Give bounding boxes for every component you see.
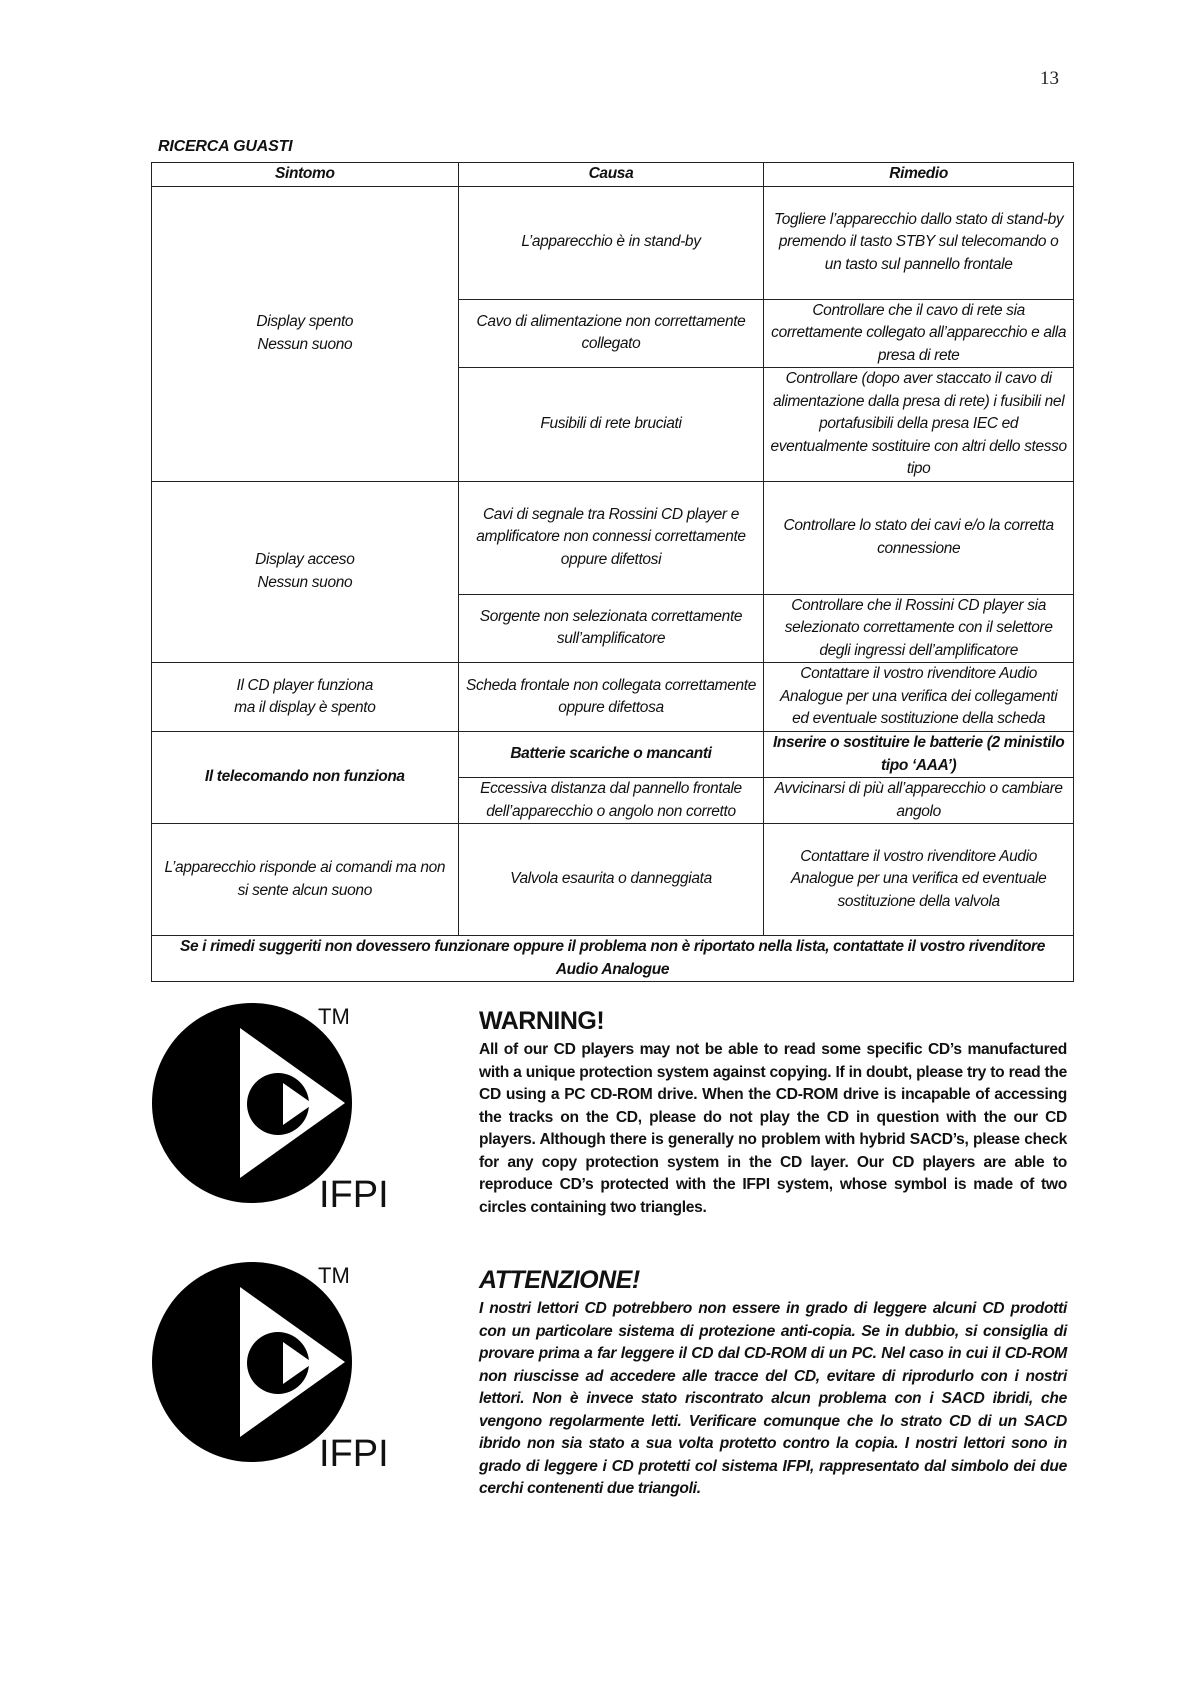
- cause-cell: Cavi di segnale tra Rossini CD player e amplificatore non connessi correttamente oppure difettosi: [458, 481, 764, 594]
- attenzione-title: ATTENZIONE!: [479, 1266, 640, 1294]
- symptom-cell: Display acceso Nessun suono: [152, 481, 459, 663]
- remedy-cell: Controllare che il Rossini CD player sia selezionato correttamente con il selettore degli ingressi dell’amplificatore: [764, 594, 1074, 663]
- table-row: [152, 732, 1074, 778]
- section-title: RICERCA GUASTI: [158, 138, 293, 155]
- table-row: [152, 186, 1074, 299]
- warning-body: All of our CD players may not be able to read some specific CD’s manufactured with a unique protection system against copying. If in doubt, please try to read the CD using a PC CD-ROM drive. When the CD-ROM drive is incapable of accessing the tracks on the CD, please do not play the CD in question with the our CD players. Although there is generally no problem with hybrid SACD’s, please check for any copy protection system in the CD layer. Our CD players are able to reproduce CD’s protected with the IFPI system, whose symbol is made of two circles containing two triangles.: [479, 1041, 1067, 1216]
- ifpi-logo: [152, 1259, 392, 1469]
- remedy-cell: Contattare il vostro rivenditore Audio Analogue per una verifica dei collegamenti ed eventuale sostituzione della scheda: [764, 663, 1074, 732]
- logo-ifpi-text: IFPI: [319, 1174, 389, 1210]
- warning-italian: [479, 1264, 1067, 1501]
- cause-cell: Scheda frontale non collegata correttamente oppure difettosa: [458, 663, 764, 732]
- cause-cell: L’apparecchio è in stand-by: [458, 186, 764, 299]
- header-symptom: Sintomo: [152, 163, 459, 187]
- logo-tm: TM: [318, 1263, 350, 1288]
- table-header-row: [152, 163, 1074, 187]
- table-row: [152, 824, 1074, 936]
- cause-cell: Eccessiva distanza dal pannello frontale dell’apparecchio o angolo non corretto: [458, 778, 764, 824]
- header-cause: Causa: [458, 163, 764, 187]
- cause-cell: Fusibili di rete bruciati: [458, 368, 764, 482]
- cause-cell: Cavo di alimentazione non correttamente collegato: [458, 299, 764, 368]
- table-row: [152, 663, 1074, 732]
- cause-cell: Batterie scariche o mancanti: [458, 732, 764, 778]
- ifpi-logo: [152, 1000, 392, 1210]
- symptom-cell: Il CD player funziona ma il display è spento: [152, 663, 459, 732]
- troubleshooting-table: [151, 162, 1074, 982]
- logo-tm: TM: [318, 1004, 350, 1029]
- remedy-cell: Togliere l’apparecchio dallo stato di stand-by premendo il tasto STBY sul telecomando o un tasto sul pannello frontale: [764, 186, 1074, 299]
- remedy-cell: Controllare che il cavo di rete sia correttamente collegato all’apparecchio e alla presa di rete: [764, 299, 1074, 368]
- remedy-cell: Inserire o sostituire le batterie (2 ministilo tipo ‘AAA’): [764, 732, 1074, 778]
- table-footer-row: [152, 936, 1074, 982]
- logo-ifpi-text: IFPI: [319, 1433, 389, 1469]
- attenzione-body: I nostri lettori CD potrebbero non essere in grado di leggere alcuni CD prodotti con un particolare sistema di protezione anti-copia. Se in dubbio, si consiglia di provare prima a far leggere il CD dal CD-ROM di un PC. Nel caso in cui il CD-ROM non riuscisse ad accedere alle tracce del CD, evitare di riprodurlo con i nostri lettori. Non è invece stato riscontrato alcun problema con i SACD ibridi, che vengono regolarmente letti. Verificare comunque che lo strato CD di un SACD ibrido non sia stato a sua volta protetto contro la copia. I nostri lettori sono in grado di leggere i CD protetti col sistema IFPI, rappresentato dal simbolo dei due cerchi contenenti due triangoli.: [479, 1300, 1067, 1497]
- cause-cell: Valvola esaurita o danneggiata: [458, 824, 764, 936]
- symptom-cell: L’apparecchio risponde ai comandi ma non si sente alcun suono: [152, 824, 459, 936]
- symptom-cell: Display spento Nessun suono: [152, 186, 459, 481]
- remedy-cell: Controllare lo stato dei cavi e/o la corretta connessione: [764, 481, 1074, 594]
- cause-cell: Sorgente non selezionata correttamente sull’amplificatore: [458, 594, 764, 663]
- symptom-cell: Il telecomando non funziona: [152, 732, 459, 824]
- warning-english: [479, 1005, 1067, 1219]
- remedy-cell: Avvicinarsi di più all’apparecchio o cambiare angolo: [764, 778, 1074, 824]
- remedy-cell: Controllare (dopo aver staccato il cavo di alimentazione dalla presa di rete) i fusibili nel portafusibili della presa IEC ed eventualmente sostituire con altri dello stesso tipo: [764, 368, 1074, 482]
- table-footer-note: Se i rimedi suggeriti non dovessero funzionare oppure il problema non è riportato nella lista, contattate il vostro rivenditore Audio Analogue: [152, 936, 1074, 982]
- table-row: [152, 481, 1074, 594]
- page-number: 13: [1040, 68, 1059, 89]
- remedy-cell: Contattare il vostro rivenditore Audio Analogue per una verifica ed eventuale sostituzione della valvola: [764, 824, 1074, 936]
- header-remedy: Rimedio: [764, 163, 1074, 187]
- warning-title: WARNING!: [479, 1007, 605, 1035]
